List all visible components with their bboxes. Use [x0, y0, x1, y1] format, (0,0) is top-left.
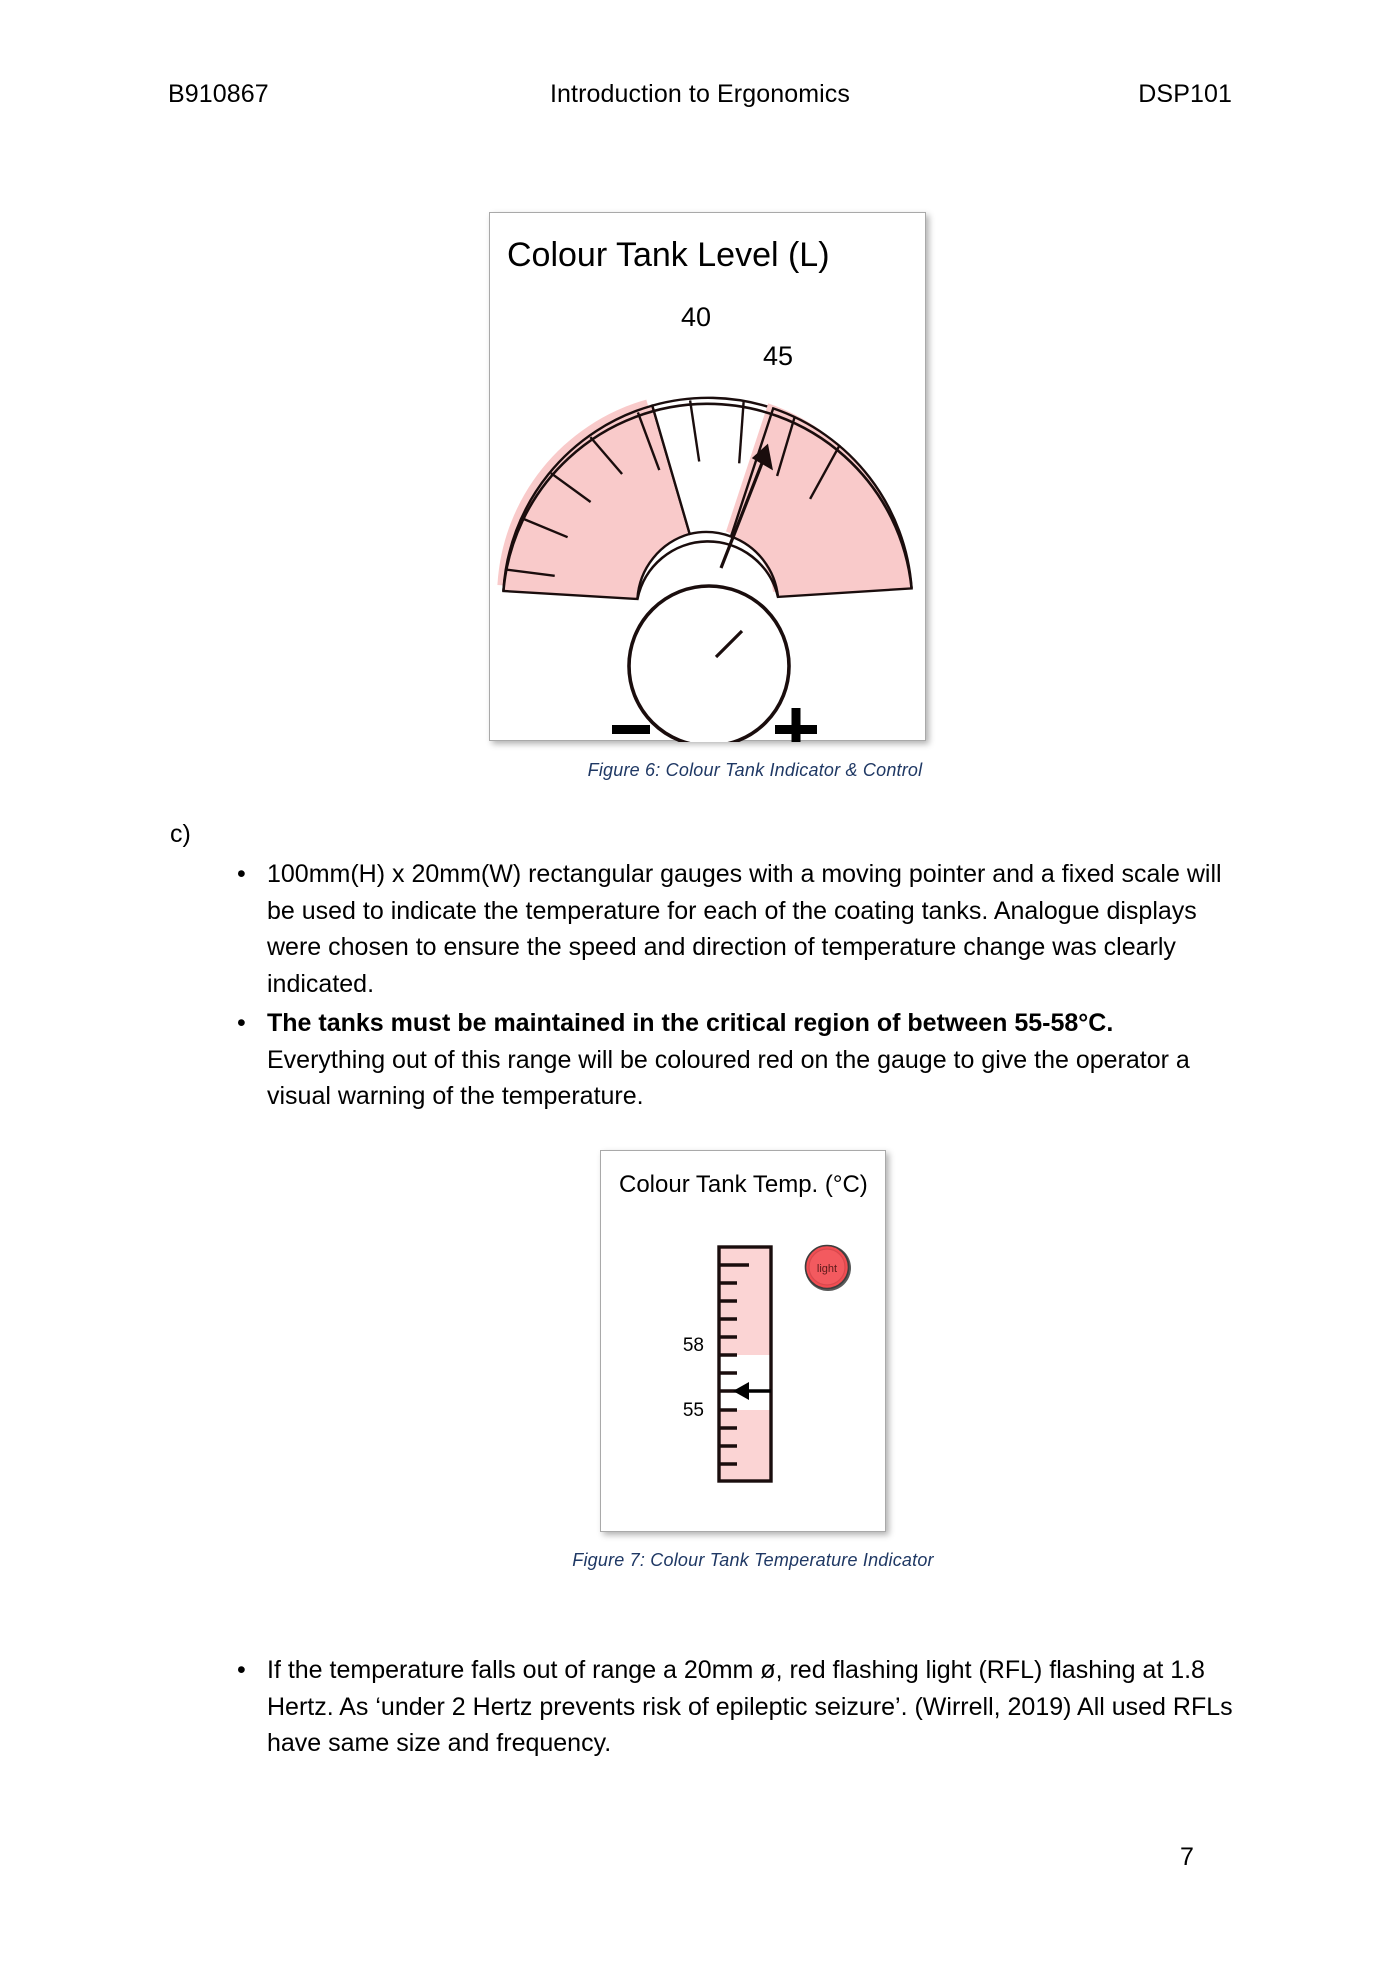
- bullet-list-secondary: [237, 1652, 1237, 1765]
- header-student-id: B910867: [168, 80, 269, 108]
- gauge-label-40: 40: [680, 302, 712, 332]
- figure-7-gauge-title: Colour Tank Temp. (°C): [619, 1171, 868, 1198]
- section-marker-c: c): [170, 820, 191, 848]
- red-flashing-light[interactable]: [805, 1245, 851, 1291]
- list-item: [237, 1652, 1237, 1762]
- gauge-label-45: 45: [762, 341, 794, 371]
- bullet-text: If the temperature falls out of range a 20mm ø, red flashing light (RFL) flashing at 1.8 Hertz. As ‘under 2 Hertz prevents risk of epileptic seizure’. (Wirrell, 2019) All used RFLs have same size and frequency.: [267, 1656, 1233, 1757]
- tank-level-knob[interactable]: [629, 586, 789, 742]
- bullet-text: Everything out of this range will be coloured red on the gauge to give the operator a visual warning of the temperature.: [267, 1045, 1190, 1110]
- knob-increase-icon[interactable]: [775, 708, 817, 742]
- figure-7: [600, 1150, 886, 1532]
- knob-decrease-icon[interactable]: [612, 725, 650, 734]
- list-item: [237, 1005, 1237, 1115]
- list-item: [237, 856, 1237, 1002]
- light-label: light: [816, 1263, 838, 1275]
- figure-7-caption: Figure 7: Colour Tank Temperature Indicator: [572, 1550, 934, 1570]
- figure-7-box: [600, 1150, 886, 1532]
- page-header: [168, 82, 1232, 107]
- header-module-code: DSP101: [1138, 80, 1232, 108]
- figure-6-gauge-title: Colour Tank Level (L): [507, 236, 830, 274]
- page-number: 7: [1180, 1843, 1194, 1871]
- colour-tank-level-gauge: [490, 213, 927, 742]
- bullet-bold-lead: The tanks must be maintained in the critical region of between 55-58°C.: [267, 1009, 1114, 1037]
- bullet-list-primary: [237, 856, 1237, 1118]
- temp-label-55: 55: [682, 1400, 704, 1421]
- bullet-text: 100mm(H) x 20mm(W) rectangular gauges with a moving pointer and a fixed scale will be used to indicate the temperature for each of the coating tanks. Analogue displays were chosen to ensure the speed and direction of temperature change was clearly indicated.: [267, 860, 1222, 998]
- temp-label-58: 58: [682, 1335, 704, 1356]
- header-course-title: Introduction to Ergonomics: [550, 80, 850, 108]
- figure-6: [489, 212, 926, 741]
- temp-ok-zone: [719, 1355, 771, 1410]
- figure-6-box: [489, 212, 926, 741]
- figure-6-caption: Figure 6: Colour Tank Indicator & Control: [587, 760, 923, 780]
- colour-tank-temperature-gauge: [601, 1151, 887, 1533]
